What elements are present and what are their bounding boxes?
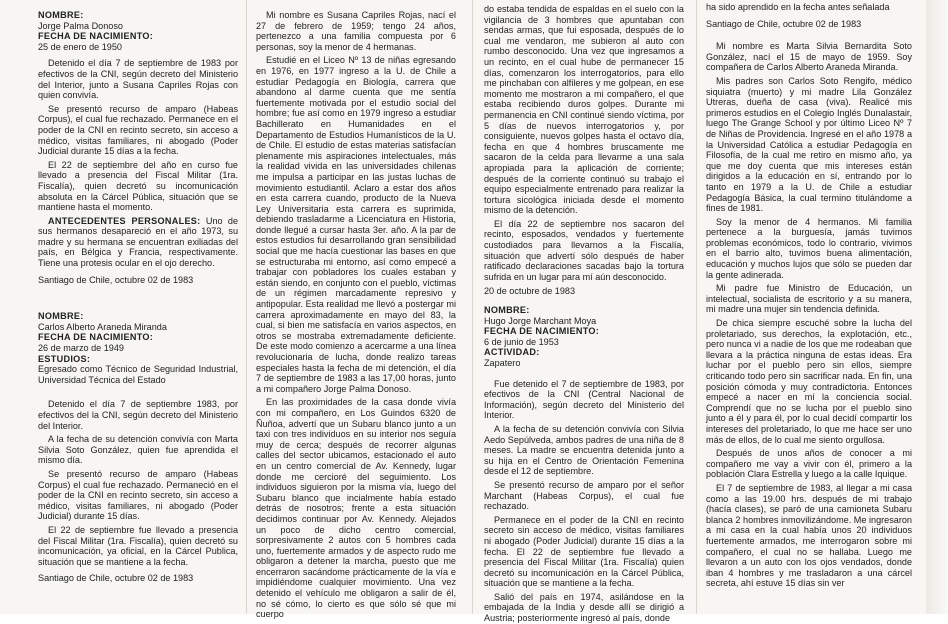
- paragraph: Salió del país en 1974, asilándose en la embajada de la India y desde allí se dirigió a Austria; posteriormente ingresó al país, donde: [484, 591, 684, 624]
- paragraph: Detenido el día 7 de septiembre de 1983 por efectivos de la CNI, según decreto del Ministerio del Interior, junto a Susana Capriles Rojas con quien convivía.: [38, 58, 238, 101]
- paragraph: El 22 de septiembre del año en curso fue llevado a presencia del Fiscal Militar (1ra. Fiscalía), quien decretó su incomunicación absoluta en la Cárcel Pública, situación que se mantiene hasta el momento.: [38, 159, 238, 213]
- birthdate: 26 de marzo de 1949: [38, 343, 124, 354]
- birthdate-label: FECHA DE NACIMIENTO:: [38, 31, 154, 42]
- paragraph: do estaba tendida de espaldas en el suelo con la vigilancia de 3 hombres que apuntaban con sendas armas, que fui esposada, después de lo cual me vendaron, me subieron al auto con rumbo desconocido. Una vez que ingresamos a un recinto, en el cual hube de permanecer 15 días, comenzaron los interrogatorios, para ello me pinchaban con alfileres y me golpean, en ese momento me mostraron a mi compañero, el que estaba recibiendo duros golpes. Durante mi permanencia en CNI continué siendo víctima, por 5 días de nuevos interrogatorios y, por consiguiente, nuevos golpes hasta el octavo día, fecha en que 4 hombres bruscamente me sacaron de la celda para llevarme a una sala apropiada para la aplicación de corriente; después de la corriente continuó su trabajo el equipo especialmente entrenado para realizar la tortura sicológica iniciada desde el momento mismo de la detención.: [484, 4, 684, 216]
- activity-label: ACTIVIDAD:: [484, 347, 540, 358]
- person-name: Carlos Alberto Araneda Miranda: [38, 321, 167, 332]
- person-name: Jorge Palma Donoso: [38, 20, 123, 31]
- column-divider: [246, 0, 247, 614]
- birthdate-label: FECHA DE NACIMIENTO:: [38, 332, 154, 343]
- activity: Zapatero: [484, 358, 521, 368]
- place-date: Santiago de Chile, octubre 02 de 1983: [38, 573, 194, 584]
- studies: Egresado como Técnico de Seguridad Industrial, Universidad Técnica del Estado: [38, 364, 238, 385]
- paragraph: Mi nombre es Susana Capriles Rojas, nací el 27 de febrero de 1959; tengo 24 años, pertenezco a una familia compuesta por 6 personas, soy la menor de 4 hermanas.: [256, 10, 456, 52]
- date-line: 20 de octubre de 1983: [484, 286, 576, 297]
- name-label: NOMBRE:: [38, 311, 84, 322]
- studies-label: ESTUDIOS:: [38, 353, 91, 364]
- paragraph: Fue detenido el 7 de septiembre de 1983, por efectivos de la CNI (Central Nacional de Información), según decreto del Ministerio del Interior.: [484, 378, 684, 421]
- paragraph: El día 22 de septiembre nos sacaron del recinto, esposados, vendados y fuertemente custodiados para llevarnos a la Fiscalía, situación que advertí sólo después de haber ratificado declaraciones sacadas bajo la tortura sufrida en un lugar para mí aún desconocido.: [484, 218, 684, 282]
- paragraph: Se presentó recurso de amparo (Habeas Corpus), el cual fue rechazado. Permanece en el poder de la CNI en recinto secreto, sin acceso a médico, visitas familiares, ni abogado (Poder Judicial durante 15 días a la fecha.: [38, 103, 238, 157]
- paragraph: Después de unos años de conocer a mi compañero me vay a vivir con él, primero a la población Clara Estrella y luego a la calle Iquique.: [706, 448, 912, 480]
- birthdate: 25 de enero de 1950: [38, 41, 122, 52]
- paragraph: El 22 de septiembre fue llevado a presencia del Fiscal Militar (1ra. Fiscalía), quien decretó su incomunicación, ya oficial, en la Cárcel Publica, situación que se mantiene a la fecha.: [38, 524, 238, 567]
- paragraph: Se presentó recurso de amparo (Habeas Corpus) el cual fue rechazado. Permaneció en el poder de la CNI en recinto secreto, sin acceso a médico, visitas familiares, ni abogado (Poder Judicial) durante 15 días.: [38, 468, 238, 522]
- paragraph: Mi nombre es Marta Silvia Bernardita Soto González, nací el 15 de mayo de 1959. Soy compañera de Carlos Alberto Araneda Miranda.: [706, 41, 912, 73]
- column-2: [256, 10, 456, 620]
- center-fold: [472, 0, 473, 614]
- paragraph: Estudié en el Liceo Nº 13 de niñas egresando en 1976, en 1977 ingreso a la U. de Chile a estudiar Pedagogía en Biología, carrera que abandono al darme cuenta que me sentía fuertemente motivada por el estudio social del hombre; fue así como en 1979 ingreso a estudiar Bachillerato en Humanidades en el Departamento de Estudios Humanísticos de la U. de Chile. El estudio de estas materias satisfacían plenamente mis aspiraciones intelectuales, más la realidad vivida en las universidades chilenas me impulsa a participar en las justas luchas de movimiento estudiantil. Aclaro a estar dos años en esta carrera cuando, producto de la Nueva Ley Universitaria esta carrera es suprimida, debiendo trasladarme a Licenciatura en Historia, donde llegué a cursar hasta 3er. año. A la par de estos estudios fui desarrollando gran sensibilidad social que me hacía cuestionar las bases en que se estructuraba mi entorno, así como empecé a trabajar con pobladores los cuales estaban y están siendo, en conjunto con el pueblo, víctimas de un régimen marcadamente represivo y antipopular. Esta realidad me llevó a postergar mi carrera aproximadamente en mayo del 83, la cual, si bien me satisfacía en varios aspectos, en otros se mostraba extremadamente deficiente. De este modo comienzo a acercarme a una línea revolucionaria de lucha, donde realizo tareas especiales hasta la fecha de mi detención, el día 7 de septiembre de 1983 a las 17,00 horas, junto a mi compañero Jorge Palma Donoso.: [256, 55, 456, 394]
- paragraph: De chica siempre escuché sobre la lucha del proletariado, sus derechos, la explotación, etc., pero nunca vi a nadie de los que me rodeaban que llevara a la práctica ninguna de estas ideas. Era luchar por el pueblo pero sin ellos, siempre criticando todo pero sin sacrificar nada. En fin, una posición cómoda y muy contradictoria. Entonces empecé a nacer en mí la conciencia social. Comprendí que no se lucha por el pueblo sino junto a él y para él, por lo cual decidí compartir los intereses del proletariado, lo que me hace ser uno más de ellos, de lo cual me siento orgullosa.: [706, 318, 912, 445]
- birthdate: 6 de junio de 1953: [484, 336, 559, 347]
- column-4: [706, 2, 912, 606]
- place-date: Santiago de Chile, octubre 02 de 1983: [706, 18, 862, 29]
- antecedentes-paragraph: [38, 216, 238, 269]
- paragraph: A la fecha de su detención convivía con Marta Silvia Soto González, quien fue aprendida el mismo día.: [38, 434, 238, 466]
- paragraph: A la fecha de su detención convivía con Silvia Aedo Sepúlveda, ambos padres de una niña de 8 meses. La madre se encuentra detenida junto a su hija en el Centro de Orientación Femenina desde el 12 de septiembre.: [484, 423, 684, 477]
- birthdate-label: FECHA DE NACIMIENTO:: [484, 326, 600, 337]
- column-divider: [696, 0, 697, 614]
- paragraph: Se presentó recurso de amparo por el señor Marchant (Habeas Corpus), el cual fue rechazado.: [484, 479, 684, 512]
- name-label: NOMBRE:: [484, 305, 530, 316]
- person-name: Hugo Jorge Marchant Moya: [484, 315, 597, 326]
- paragraph: Mi padre fue Ministro de Educación, un intelectual, socialista de escritorio y a su manera, mi madre una mujer sin tendencia definida.: [706, 283, 912, 315]
- place-date: Santiago de Chile, octubre 02 de 1983: [38, 274, 194, 285]
- name-label: NOMBRE:: [38, 10, 84, 20]
- column-1: [38, 10, 238, 606]
- paragraph: El 7 de septiembre de 1983, al llegar a mi casa como a las 19.00 hrs. después de mi trabajo (hacía clases), se paró de una camioneta Subaru blanca 2 hombres inmovilizándome. Me ingresaron a mi casa en la cual había unos 20 individuos fuertemente armados, me interrogaron sobre mi compañero, el cual no se hallaba. Luego me llevaron a un auto con los ojos vendados, donde iban 4 hombres y me trasladaron a una cárcel secreta, ahí estuve 15 días sin ver: [706, 482, 912, 589]
- paragraph: ha sido aprendido en la fecha antes señalada: [706, 2, 890, 12]
- antecedentes-label: ANTECEDENTES PERSONALES:: [48, 215, 201, 226]
- paragraph: Detenido el día 7 de septiembre 1983, por efectivos del la CNI, según decreto del Ministerio del Interior.: [38, 399, 238, 431]
- page-edge: [926, 0, 948, 614]
- antecedentes-text: Uno de sus hermanos desapareció en el año 1973, su madre y su hermana se encuentran exiliadas del país, en Bélgica y Francia, respectivamente. Tiene una protesis ocular en el ojo derecho.: [38, 215, 239, 269]
- paragraph: En las proximidades de la casa donde vivía con mi compañero, en Los Guindos 6320 de Ñuñoa, advertí que un Subaru blanco junto a un taxi con tres individuos en su interior nos seguía muy de cerca; después de recorrer algunas calles del sector ubicamos, estacionado el auto en un centro comercial de Av. Kennedy, lugar donde me cercioré del seguimiento. Los individuos siguieron por la misma vía, luego del Subaru blanco que incialmente había estado detrás de nosotros; frente a esta situación decidimos continuar por Av. Kennedy. Alejados un poco de dicho centro comercial, sorpresivamente 2 autos con 5 hombres cada uno, fuertemente armados y de aspecto rudo me obligaron a detener la marcha, puesto que me encerraron sacándome prácticamente de la vía e impidiéndome cualquier movimiento. Una vez detenido el vehículo me obligaron a salir de él, no sé cómo, lo cierto es que sólo sé que mi cuerpo: [256, 397, 456, 620]
- paragraph: Mis padres son Carlos Soto Rengifo, médico siquiatra (muerto) y mi madre Lila González Utreras, dueña de casa (viva). Realicé mis primeros estudios en el Colegio Inglés Dunalastair, luego The Grange School y por último Liceo Nº 7 de Niñas de Providencia. Ingresé en el año 1978 a la Universidad Católica a estudiar Pedagogía en Filosofía, de la cual me retiro en mismo año, ya que me doy cuenta que mis intereses están dirigidos a la educación en sí, entrando por lo tanto en 1979 a la U. de Chile a estudiar Pedagogía Básica, la cual termino titulándome a fines de 1981.: [706, 75, 912, 214]
- column-3: [484, 4, 684, 624]
- paragraph: Soy la menor de 4 hermanos. Mi familia pertenece a la burguesía, jamás tuvimos problemas económicos, todo lo contrario, vivimos en el barrio alto, tuvimos buena alimentación, educación y muchos lujos que sólo se pueden dar la gente adinerada.: [706, 216, 912, 280]
- paragraph: Permanece en el poder de la CNI en recinto secreto sin acceso de médico, visitas familiares ni abogado (Poder Judicial) durante 15 días a la fecha. El 22 de septiembre fue llevado a presencia del Fiscal Militar (1ra. Fiscalía) quien decretó su incomunicación en la Cárcel Pública, situación que se mantiene a la fecha.: [484, 514, 684, 589]
